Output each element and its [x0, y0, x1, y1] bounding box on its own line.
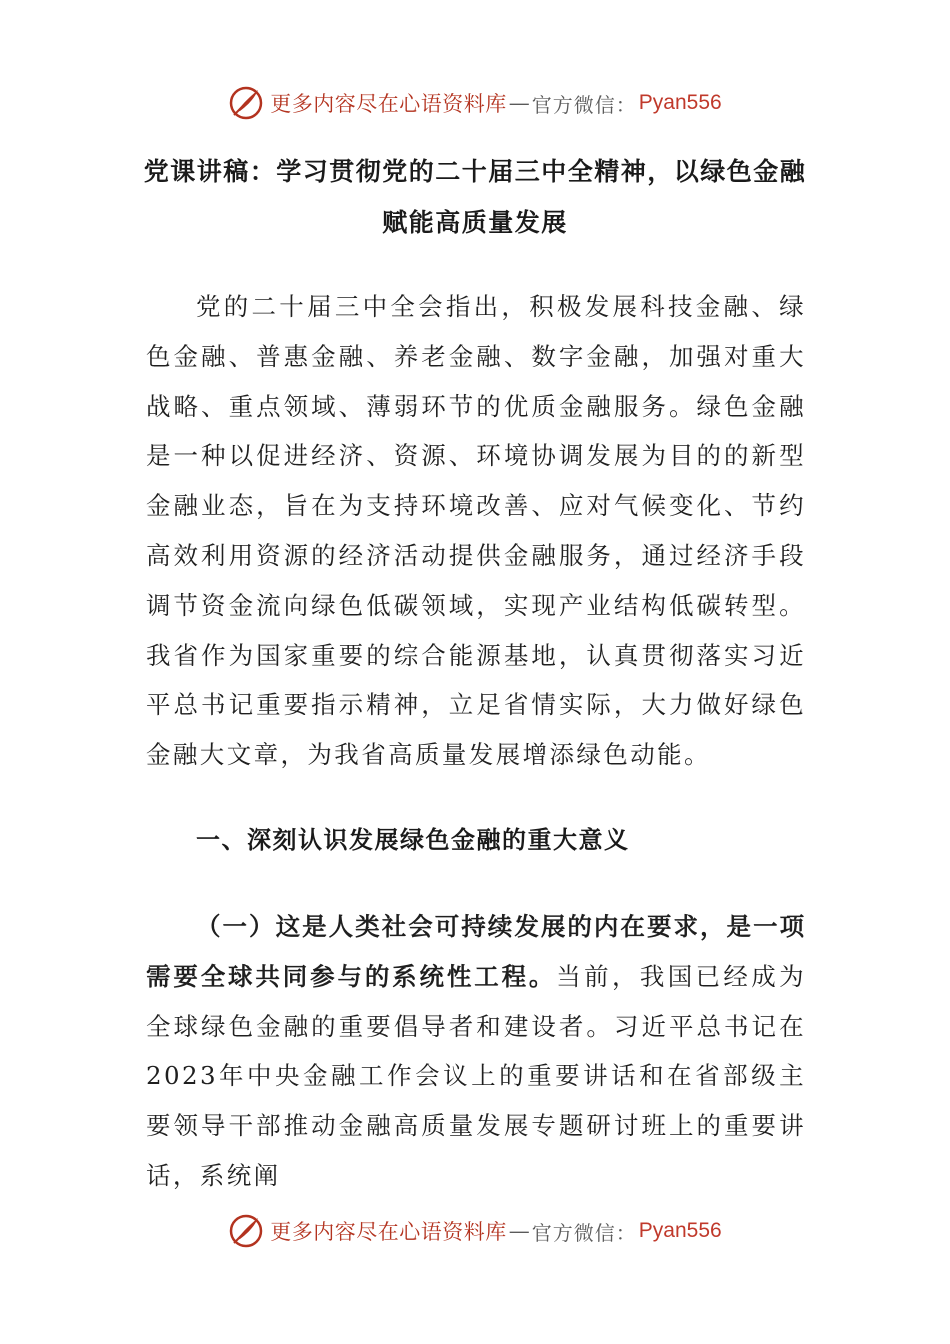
body-paragraph-1: 党的二十届三中全会指出，积极发展科技金融、绿色金融、普惠金融、养老金融、数字金融，加强对重大战略、重点领域、薄弱环节的优质金融服务。绿色金融是一种以促进经济、资源、环境协调发展为目的的新型金融业态，旨在为支持环境改善、应对气候变化、节约高效利用资源的经济活动提供金融服务，通过经济手段调节资金流向绿色低碳领域，实现产业结构低碳转型。我省作为国家重要的综合能源基地，认真贯彻落实习近平总书记重要指示精神，立足省情实际，大力做好绿色金融大文章，为我省高质量发展增添绿色动能。: [146, 292, 806, 770]
body-paragraph-2: [146, 902, 806, 1201]
subheading-bold: （一）这是人类社会可持续发展的内在要求，是一项需要全球共同参与的系统性工程。: [146, 912, 806, 991]
header-banner: [0, 78, 950, 128]
banner-dash: —: [508, 1219, 530, 1243]
banner-dash: —: [508, 91, 530, 115]
banner-wechat-id: Pyan556: [638, 91, 722, 114]
banner-wechat-id: Pyan556: [638, 1219, 722, 1242]
document-title-line-1: 党课讲稿：学习贯彻党的二十届三中全精神，以绿色金融: [143, 157, 807, 186]
paragraph-2-text: 当前，我国已经成为全球绿色金融的重要倡导者和建设者。习近平总书记在2023年中央金融工作会议上的重要讲话和在省部级主要领导干部推动金融高质量发展专题研讨班上的重要讲话，系统阐: [146, 961, 806, 1190]
banner-text: 更多内容尽在心语资料库: [270, 92, 507, 116]
banner-wechat-label: 官方微信：: [531, 1220, 637, 1245]
banner-text: 更多内容尽在心语资料库: [270, 1220, 507, 1244]
footer-banner: [0, 1206, 950, 1256]
banner-wechat-label: 官方微信：: [531, 92, 637, 117]
quill-logo-icon: [228, 1213, 264, 1249]
document-title-line-2: 赋能高质量发展: [382, 208, 568, 237]
quill-logo-icon: [228, 85, 264, 121]
section-heading-1: 一、深刻认识发展绿色金融的重大意义: [196, 826, 630, 854]
